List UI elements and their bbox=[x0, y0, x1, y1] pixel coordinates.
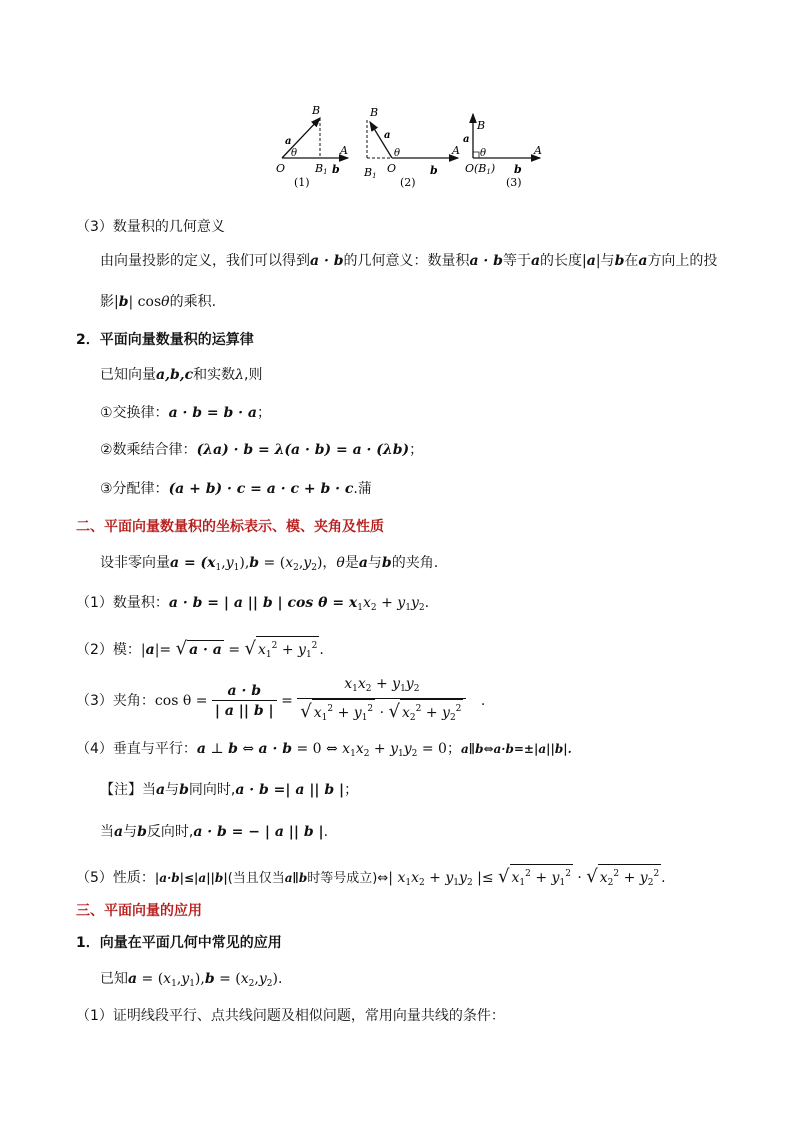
svg-text:B1: B1 bbox=[364, 166, 377, 180]
svg-text:B: B bbox=[370, 106, 379, 119]
geometric-meaning-paragraph-cont: 影|b| cosθ的乘积. bbox=[100, 294, 217, 310]
diagram-3 bbox=[463, 114, 542, 189]
svg-text:B: B bbox=[477, 119, 486, 132]
svg-text:(2): (2) bbox=[400, 176, 416, 189]
application-item-1: （1）证明线段平行、点共线问题及相似问题，常用向量共线的条件： bbox=[76, 1008, 505, 1024]
section-coordinate-representation: 二、平面向量数量积的坐标表示、模、夹角及性质 bbox=[76, 519, 384, 535]
note-opposite-direction: 当a与b反向时,a · b = − | a || b |. bbox=[100, 824, 329, 840]
svg-text:b: b bbox=[332, 163, 340, 176]
svg-text:θ: θ bbox=[291, 148, 298, 159]
diagram-1 bbox=[276, 104, 348, 189]
setup-vectors: 设非零向量$a = (x_1,y_1),b = (x_2,y_2)$，θ是a与b的夹角. bbox=[100, 555, 439, 573]
svg-text:θ: θ bbox=[394, 148, 401, 159]
perpendicular-parallel: （4）垂直与平行：a ⊥ b ⇔ a · b = 0 ⇔ $x_1x_2 + y_1y_2 = 0$；a∥b⇔a·b=±|a||b|. bbox=[76, 741, 572, 759]
svg-text:(3): (3) bbox=[506, 176, 522, 189]
svg-text:(1): (1) bbox=[294, 176, 310, 189]
property-inequality: （5）性质：|a·b|≤|a||b|(当且仅当a∥b时等号成立)⇔| $x_1x_2 + y_1y_2$ |≤ √ $x_1^2 + y_1^2$ · √ $x_2^2 + y_2^2$ . bbox=[76, 864, 666, 893]
svg-text:b: b bbox=[514, 163, 522, 176]
magnitude-formula: （2）模：|a|= √ a · a = √ $x_1^2 + y_1^2$ . bbox=[76, 636, 324, 664]
geometric-meaning-paragraph: 由向量投影的定义，我们可以得到a · b的几何意义：数量积a · b等于a的长度|a|与b在a方向上的投 bbox=[100, 253, 718, 269]
section-applications: 三、平面向量的应用 bbox=[76, 903, 202, 919]
note-same-direction: 【注】当a与b同向时,a · b =| a || b |； bbox=[100, 782, 359, 798]
heading-operation-laws: 2．平面向量数量积的运算律 bbox=[76, 332, 254, 348]
laws-intro: 已知向量a,b,c和实数λ,则 bbox=[100, 367, 263, 383]
svg-text:B1: B1 bbox=[315, 162, 328, 176]
svg-text:a: a bbox=[384, 130, 391, 141]
svg-text:B: B bbox=[312, 104, 321, 117]
subsection-3-title: （3）数量积的几何意义 bbox=[76, 219, 225, 235]
svg-text:θ: θ bbox=[480, 148, 487, 159]
law-commutative: ①交换律：a · b = b · a； bbox=[100, 405, 272, 421]
law-scalar-associative: ②数乘结合律：(λa) · b = λ(a · b) = a · (λb)； bbox=[100, 442, 424, 458]
angle-formula: （3）夹角：cos θ = $\frac{a \cdot b}{| a || b |}$ = $\frac{x_1x_2 + y_1y_2}{√ x_1^2 + y_1^2 \cdot √ x_2^2 + y_2^2}$ . bbox=[76, 675, 485, 721]
law-distributive: ③分配律：(a + b) · c = a · c + b · c.蒲 bbox=[100, 481, 372, 497]
svg-text:A: A bbox=[340, 144, 348, 157]
svg-text:b: b bbox=[430, 164, 438, 177]
svg-text:O: O bbox=[387, 162, 397, 175]
svg-text:A: A bbox=[534, 144, 542, 157]
given-vectors: 已知$a = (x_1,y_1),b = (x_2,y_2)$. bbox=[100, 971, 283, 989]
diagram-2 bbox=[363, 106, 460, 189]
svg-text:A: A bbox=[452, 144, 460, 157]
dot-product-coordinates: （1）数量积：a · b = | a || b | $\cos \theta = x_1x_2 + y_1y_2$. bbox=[76, 595, 430, 613]
svg-text:a: a bbox=[285, 136, 292, 147]
svg-text:a: a bbox=[463, 134, 470, 145]
svg-text:O: O bbox=[276, 162, 286, 175]
svg-text:O(B1): O(B1) bbox=[465, 162, 496, 176]
projection-diagrams bbox=[270, 100, 550, 195]
heading-plane-geometry: 1．向量在平面几何中常见的应用 bbox=[76, 935, 282, 951]
